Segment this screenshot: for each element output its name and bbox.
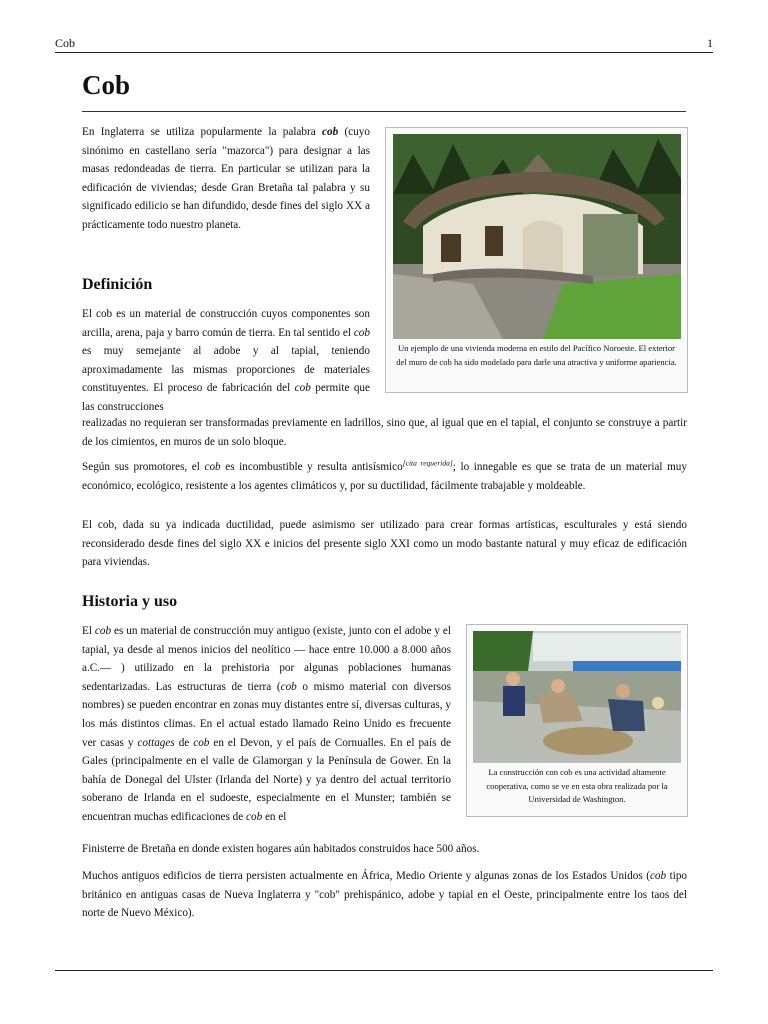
definicion-paragraph-1: El cob es un material de construcción cuyos componentes son arcilla, arena, paja y barro común de tierra. En tal sentido el cob es muy semejante al adobe y al tapial, teniendo aproximadamente las mismas proporciones de materiales constituyentes. El proceso de fabricación del cob permite que las construcciones: [82, 308, 370, 413]
page-header: [55, 36, 713, 53]
title-divider: [82, 111, 686, 112]
cob-house-image: [393, 134, 681, 339]
intro-paragraph: En Inglaterra se utiliza popularmente la palabra cob (cuyo sinónimo en castellano sería "mazorca") para designar a las masas redondeadas de tierra. En particular se utilizan para la edificación de viviendas; desde Gran Bretaña tal palabra y su significado edilicio se han difundido, desde fines del siglo XX a prácticamente todo nuestro planeta.: [82, 126, 370, 231]
historia-paragraph-1-cont: Finisterre de Bretaña en donde existen hogares aún habitados construidos hace 500 años.: [82, 843, 480, 855]
header-title: Cob: [55, 36, 76, 50]
historia-paragraph-1: El cob es un material de construcción muy antiguo (existe, junto con el adobe y el tapial, ya desde al menos inicios del neolítico — hace entre 10.000 a 8.000 años a.C.— ) utilizado en la prehistoria por algunas poblaciones humanas sedentarizadas. Las estructuras de tierra (cob o mismo material con diversos nombres) se pueden encontrar en zonas muy distantes entre sí, diversas culturas, y los más distintos climas. En el actual estado llamado Reino Unido es frecuente ver casas y cottages de cob en el Devon, y el país de Cornualles. En el país de Gales (principalmente en el valle de Glamorgan y la Península de Gower. En la bahía de Donegal del Ulster (Irlanda del Norte) y ya dentro del actual territorio soberano de Irlanda en el sudoeste, especialmente en el Munster; también se encuentran muchas edificaciones de cob en el: [82, 625, 452, 823]
citation-needed[interactable]: [cita requerida]: [402, 458, 453, 468]
figure-caption: La construcción con cob es una actividad altamente cooperativa, como se ve en esta obra realizada por la Universidad de Washington.: [486, 767, 668, 804]
definicion-paragraph-3: El cob, dada su ya indicada ductilidad, puede asimismo ser utilizado para crear formas artísticas, esculturales y está siendo reconsiderado desde fines del siglo XX e inicios del presente siglo XXI como un modo bastante natural y muy eficaz de edificación para viviendas.: [82, 519, 687, 569]
figure-cob-construction: [466, 624, 688, 817]
page-number: 1: [707, 36, 713, 50]
footer-divider: [55, 970, 713, 971]
construction-workers-image: [473, 631, 681, 763]
figure-caption: Un ejemplo de una vivienda moderna en estilo del Pacífico Noroeste. El exterior del muro de cob ha sido modelado para darle una atractiva y uniforme apariencia.: [396, 343, 677, 367]
section-heading-historia: Historia y uso: [82, 593, 178, 610]
section-heading-definicion: Definición: [82, 276, 153, 293]
definicion-paragraph-2: Según sus promotores, el cob es incombustible y resulta antisísmico[cita requerida]; lo innegable es que se trata de un material muy económico, ecológico, resistente a los agentes climáticos y, por su ductilidad, fácilmente trabajable y moldeable.: [82, 458, 687, 492]
definicion-paragraph-1-cont: realizadas no requieran ser transformadas previamente en ladrillos, sino que, al igual que en el tapial, el conjunto se construye a partir de los cimientos, en muros de un solo bloque.: [82, 417, 687, 448]
historia-paragraph-2: Muchos antiguos edificios de tierra persisten actualmente en África, Medio Oriente y algunas zonas de los Estados Unidos (cob tipo británico en antiguas casas de Nueva Inglaterra y "cob" prehispánico, adobe y tapial en el Oeste, principalmente entre los taos del norte de Nuevo México).: [82, 870, 688, 920]
page-title: Cob: [82, 70, 131, 100]
figure-cob-house: [385, 127, 688, 393]
